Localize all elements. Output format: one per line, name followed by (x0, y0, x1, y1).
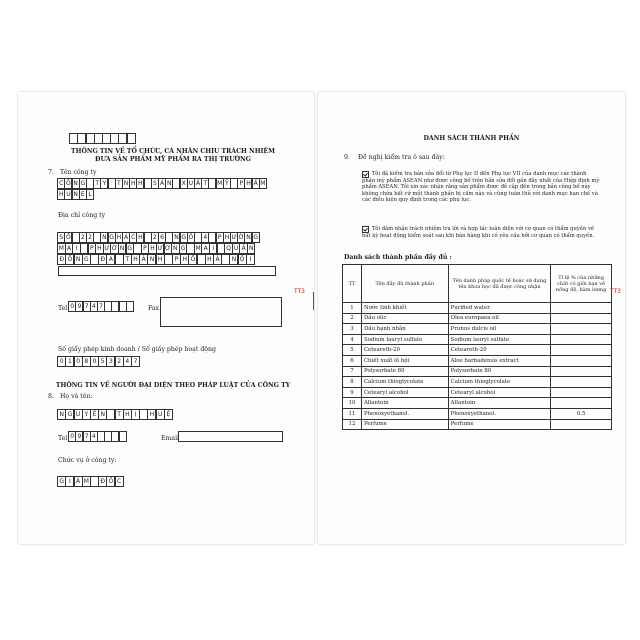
char-cell: 2 (151, 232, 159, 243)
char-cell: Ơ (164, 245, 171, 253)
tel-label: Tel (58, 305, 68, 312)
table-row (343, 398, 612, 409)
cell-tt: 3 (343, 324, 362, 335)
char-cell: Ễ (90, 409, 99, 420)
char-cell: N (73, 180, 78, 188)
char-cell: G (82, 254, 91, 265)
char-cell: H (150, 245, 155, 253)
char-cell: 2 (79, 232, 87, 243)
char-cell: G (80, 180, 86, 188)
char-cell: P (237, 178, 245, 189)
table-row (343, 303, 612, 314)
char-cell: G (109, 234, 114, 242)
fax-box (160, 297, 282, 327)
char-cell: 0 (68, 301, 76, 312)
char-cell: N (102, 234, 107, 242)
table-row (343, 313, 612, 324)
char-cell: Ư (231, 234, 237, 242)
address-row2 (58, 244, 255, 254)
char-cell: C (131, 234, 136, 242)
cell-percent (551, 324, 612, 335)
char-cell: M (58, 245, 64, 253)
char-cell: T (123, 254, 132, 265)
cell-percent: 0.5 (551, 408, 612, 419)
char-cell: 4 (201, 232, 209, 243)
char-cell: G (65, 409, 74, 420)
char-cell: S (151, 178, 159, 189)
char-cell: Đ (98, 476, 107, 487)
cell-inci: Purified water (448, 303, 551, 314)
cell-name: Chiết xuất lô hội (361, 355, 448, 366)
char-cell: I (246, 254, 255, 265)
name-cells (58, 410, 173, 420)
char-cell: H (147, 409, 156, 420)
char-cell: N (74, 254, 83, 265)
char-cell: 2 (115, 356, 124, 367)
char-cell: Y (100, 178, 108, 189)
char-cell: H (131, 254, 140, 265)
char-cell: H (246, 180, 251, 188)
cell-inci: Perfume (448, 419, 551, 430)
char-cell: T (115, 409, 124, 420)
char-cell: G (181, 234, 186, 242)
cell-name: Nước tinh khiết (361, 303, 448, 314)
char-cell: Đ (98, 254, 107, 265)
cell-inci: Cetearyl alcohol (448, 387, 551, 398)
char-cell: 0 (90, 356, 99, 367)
right-margin-mark: TT3 (610, 288, 621, 295)
tel2-label: Tel (58, 435, 68, 442)
cell-tt: 8 (343, 377, 362, 388)
table-row (343, 324, 612, 335)
char-cell: Ô (66, 180, 71, 188)
cell-inci: Calcium thioglycolate (448, 377, 551, 388)
char-cell: U (74, 409, 83, 420)
char-cell: T (201, 178, 209, 189)
char-cell: 2 (86, 232, 94, 243)
cell-inci: Ceteareth-20 (448, 345, 551, 356)
table-row (343, 419, 612, 430)
char-cell: N (123, 180, 129, 188)
check2-checkbox[interactable] (362, 226, 369, 233)
cell-percent (551, 313, 612, 324)
email-label: Email (161, 435, 180, 442)
char-cell: H (138, 234, 143, 242)
cell-inci: Prunus dulcis oil (448, 324, 551, 335)
name-label: Họ và tên: (60, 393, 93, 400)
char-cell: Y (82, 409, 91, 420)
th-inci: Tên danh pháp quốc tế hoặc sử dụng tên khoa học đã được công nhận (448, 265, 551, 303)
position-cells (58, 477, 124, 487)
char-cell: 7 (97, 301, 105, 312)
item9-text: Đề nghị kiểm tra ô sau đây: (358, 154, 445, 161)
char-cell: N (73, 191, 78, 199)
address-row4-empty (58, 266, 276, 276)
left-margin-line (309, 292, 314, 310)
section-rep-title: THÔNG TIN VỀ NGƯỜI ĐẠI DIỆN THEO PHÁP LUẬT CỦA CÔNG TY (55, 382, 291, 389)
top-empty-cells (70, 134, 136, 144)
cell-name: Cetearyl alcohol (361, 387, 448, 398)
company-name-row1 (58, 179, 267, 189)
table-row (343, 366, 612, 377)
char-cell: P (88, 243, 96, 254)
item9-number: 9. (344, 154, 350, 161)
address-row1 (58, 233, 260, 243)
char-cell: Ệ (164, 409, 173, 420)
char-cell: N (98, 409, 107, 420)
cell-name: Calcium thioglycolate (361, 377, 448, 388)
cell-inci: Allantoin (448, 398, 551, 409)
char-cell: 8 (82, 356, 91, 367)
char-cell: À (213, 254, 222, 265)
char-cell: 1 (65, 356, 74, 367)
char-cell: Ẩ (253, 180, 258, 188)
char-cell: C (115, 476, 124, 487)
char-cell: Ư (104, 245, 110, 253)
char-cell: N (173, 245, 178, 253)
position-label: Chức vụ ở công ty: (58, 457, 117, 464)
cell-name: Polysorbate 80 (361, 366, 448, 377)
char-cell: À (139, 254, 148, 265)
check1-block (362, 171, 600, 204)
char-cell: U (156, 409, 165, 420)
char-cell: Ư (157, 245, 163, 253)
char-cell: T (93, 178, 101, 189)
cell-percent (551, 345, 612, 356)
cell-inci: Sodium lauryl sulfate (448, 334, 551, 345)
char-cell: N (248, 245, 254, 253)
license-label: Số giấy phép kinh doanh / Số giấy phép hoạt động (58, 346, 216, 353)
cell-tt: 5 (343, 345, 362, 356)
char-cell: N (167, 180, 172, 188)
table-row (343, 387, 612, 398)
char-cell: E (79, 189, 87, 200)
char-cell: N (246, 234, 251, 242)
cell-percent (551, 334, 612, 345)
check2-text: Tôi đảm nhận trách nhiệm tra lời và hợp tác toàn diện với cơ quan có thẩm quyền về bất kỳ hoạt động kiểm soát sau khi bán hàng khi có yêu cầu bởi cơ quan có thẩm quyền. (362, 226, 595, 239)
cell-name: Phenoxyethanol. (361, 408, 448, 419)
char-cell: I (65, 476, 74, 487)
cell-inci: Polysorbate 80 (448, 366, 551, 377)
char-cell: Ố (65, 254, 74, 265)
cell-inci: Olea europaea oil (448, 313, 551, 324)
check1-text: Tôi đã kiểm tra bản sửa đổi từ Phụ lục II đến Phụ lục VII của danh mục các thành phần mỹ phẩm ASEAN như được công bố trên bản sửa đổi gần đây nhất của Hiệp định mỹ phẩm ASEAN. Tôi xin xác nhận rằng sản phẩm được đề cập đến trong bản công bố này không chứa bất cứ một thành phần bị cấm nào và cũng tuân thủ với danh mục hạn chế và các điều kiện quy định trong các phụ lục. (362, 171, 600, 204)
item8-number: 8. (48, 393, 54, 400)
char-cell: 0 (74, 356, 83, 367)
table-row (343, 408, 612, 419)
section-org-title-1: THÔNG TIN VỀ TỔ CHỨC, CÁ NHÂN CHỊU TRÁCH NHIỆM (71, 148, 275, 155)
th-name: Tên đầy đủ thành phần (361, 265, 448, 303)
char-cell: Ố (188, 254, 197, 265)
cell-tt: 4 (343, 334, 362, 345)
license-cells (58, 357, 140, 367)
char-cell: H (180, 254, 189, 265)
th-percent: Tỉ lệ % của những chất có giới hạn về nồng độ, hàm lượng (551, 265, 612, 303)
char-cell: Ấ (196, 180, 201, 188)
fax-label: Fax (148, 305, 160, 312)
table-row (343, 334, 612, 345)
cell-tt: 1 (343, 303, 362, 314)
char-cell: H (123, 409, 132, 420)
char-cell: 4 (90, 301, 98, 312)
char-cell: 0 (57, 356, 66, 367)
char-cell: I (72, 243, 80, 254)
item7-number: 7. (48, 169, 54, 176)
right-page (318, 92, 625, 544)
char-cell: 5 (98, 356, 107, 367)
cell-percent (551, 387, 612, 398)
char-cell: X (181, 180, 186, 188)
cell-tt: 10 (343, 398, 362, 409)
char-cell: Ỹ (223, 178, 231, 189)
address-row3 (58, 255, 255, 265)
cell-name: Allantoin (361, 398, 448, 409)
char-cell: I (209, 243, 217, 254)
char-cell: G (57, 476, 66, 487)
char-cell: 9 (75, 301, 83, 312)
table-row (343, 345, 612, 356)
cell-tt: 7 (343, 366, 362, 377)
char-cell: Ộ (238, 254, 247, 265)
char-cell: N (57, 409, 66, 420)
char-cell: P (172, 254, 181, 265)
char-cell: Á (74, 476, 83, 487)
char-cell: N (174, 234, 179, 242)
char-cell: H (224, 234, 230, 242)
check2-block (362, 226, 600, 239)
char-cell: H (58, 191, 64, 199)
char-cell: A (65, 243, 73, 254)
email-box (178, 431, 283, 442)
char-cell: H (156, 254, 165, 265)
char-cell: Ơ (111, 245, 118, 253)
char-cell: H (205, 254, 214, 265)
cell-percent (551, 398, 612, 409)
char-cell: M (260, 180, 266, 188)
char-cell: Ố (66, 234, 71, 242)
cell-tt: 6 (343, 355, 362, 366)
char-cell: T (115, 178, 123, 189)
table-row (343, 355, 612, 366)
company-name-label: Tên công ty (60, 169, 97, 176)
char-cell: N (147, 254, 156, 265)
char-cell: 3 (106, 356, 115, 367)
char-cell: L (86, 189, 94, 200)
char-cell: Đ (57, 254, 66, 265)
char-cell: 4 (90, 431, 98, 442)
char-cell: Ả (159, 180, 165, 188)
char-cell: H (130, 180, 136, 188)
char-cell: 4 (123, 356, 132, 367)
char-cell: Ố (106, 476, 115, 487)
table-row (343, 377, 612, 388)
char-cell: P (141, 243, 149, 254)
char-cell: Ậ (239, 243, 247, 254)
cell-inci: Phenoxyethanol. (448, 408, 551, 419)
cell-name: Perfume (361, 419, 448, 430)
char-cell: C (59, 180, 64, 188)
char-cell: M (83, 478, 89, 486)
char-cell: G (180, 245, 186, 253)
cell-percent (551, 377, 612, 388)
char-cell: M (195, 245, 201, 253)
left-margin-mark: TT3 (294, 288, 305, 295)
cell-tt: 9 (343, 387, 362, 398)
char-cell: M (217, 180, 223, 188)
components-table (342, 264, 612, 430)
char-cell: U (188, 180, 194, 188)
address-label: Địa chỉ công ty (58, 212, 106, 219)
section-org-title-2: ĐƯA SẢN PHẨM MỸ PHẨM RA THỊ TRƯỜNG (95, 156, 251, 163)
char-cell: S (57, 232, 65, 243)
cell-tt: 2 (343, 313, 362, 324)
cell-percent (551, 303, 612, 314)
char-cell: P (216, 232, 224, 243)
char-cell: 9 (75, 431, 83, 442)
char-cell: Q (226, 245, 231, 253)
char-cell: 0 (68, 431, 76, 442)
cell-tt: 12 (343, 419, 362, 430)
th-tt: TT (343, 265, 362, 303)
cell-percent (551, 419, 612, 430)
char-cell: H (116, 234, 122, 242)
cell-tt: 11 (343, 408, 362, 419)
char-cell: A (201, 243, 209, 254)
char-cell: U (233, 245, 239, 253)
components-title: DANH SÁCH THÀNH PHẦN (423, 135, 520, 142)
char-cell: G (127, 245, 133, 253)
cell-percent (551, 355, 612, 366)
cell-name: Ceteareth-20 (361, 345, 448, 356)
char-cell: Á (123, 234, 129, 242)
char-cell: H (97, 245, 102, 253)
char-cell: H (138, 180, 143, 188)
char-cell: A (106, 254, 115, 265)
cell-inci: Aloe barbadensis extract (448, 355, 551, 366)
char-cell: 7 (83, 301, 91, 312)
char-cell: 6 (158, 232, 166, 243)
cell-name: Sodium lauryl sulfate (361, 334, 448, 345)
company-name-row2 (58, 190, 94, 200)
char-cell: 7 (83, 431, 91, 442)
tel-cells (69, 302, 134, 312)
char-cell (119, 431, 127, 442)
left-page (18, 92, 314, 544)
cell-name: Dầu olic (361, 313, 448, 324)
table-caption: Danh sách thành phần đầy đủ : (344, 254, 452, 261)
cell-name: Dầu hạnh nhân (361, 324, 448, 335)
char-cell: N (119, 245, 125, 253)
char-cell: Ị (131, 409, 140, 420)
char-cell: U (66, 191, 71, 199)
char-cell: Ờ (238, 234, 245, 242)
char-cell: N (229, 254, 238, 265)
char-cell: 7 (131, 356, 140, 367)
tel2-cells (69, 432, 127, 442)
char-cell: G (253, 234, 259, 242)
char-cell (126, 301, 134, 312)
char-cell: Õ (188, 234, 194, 242)
cell-percent (551, 366, 612, 377)
check1-checkbox[interactable] (362, 171, 369, 178)
